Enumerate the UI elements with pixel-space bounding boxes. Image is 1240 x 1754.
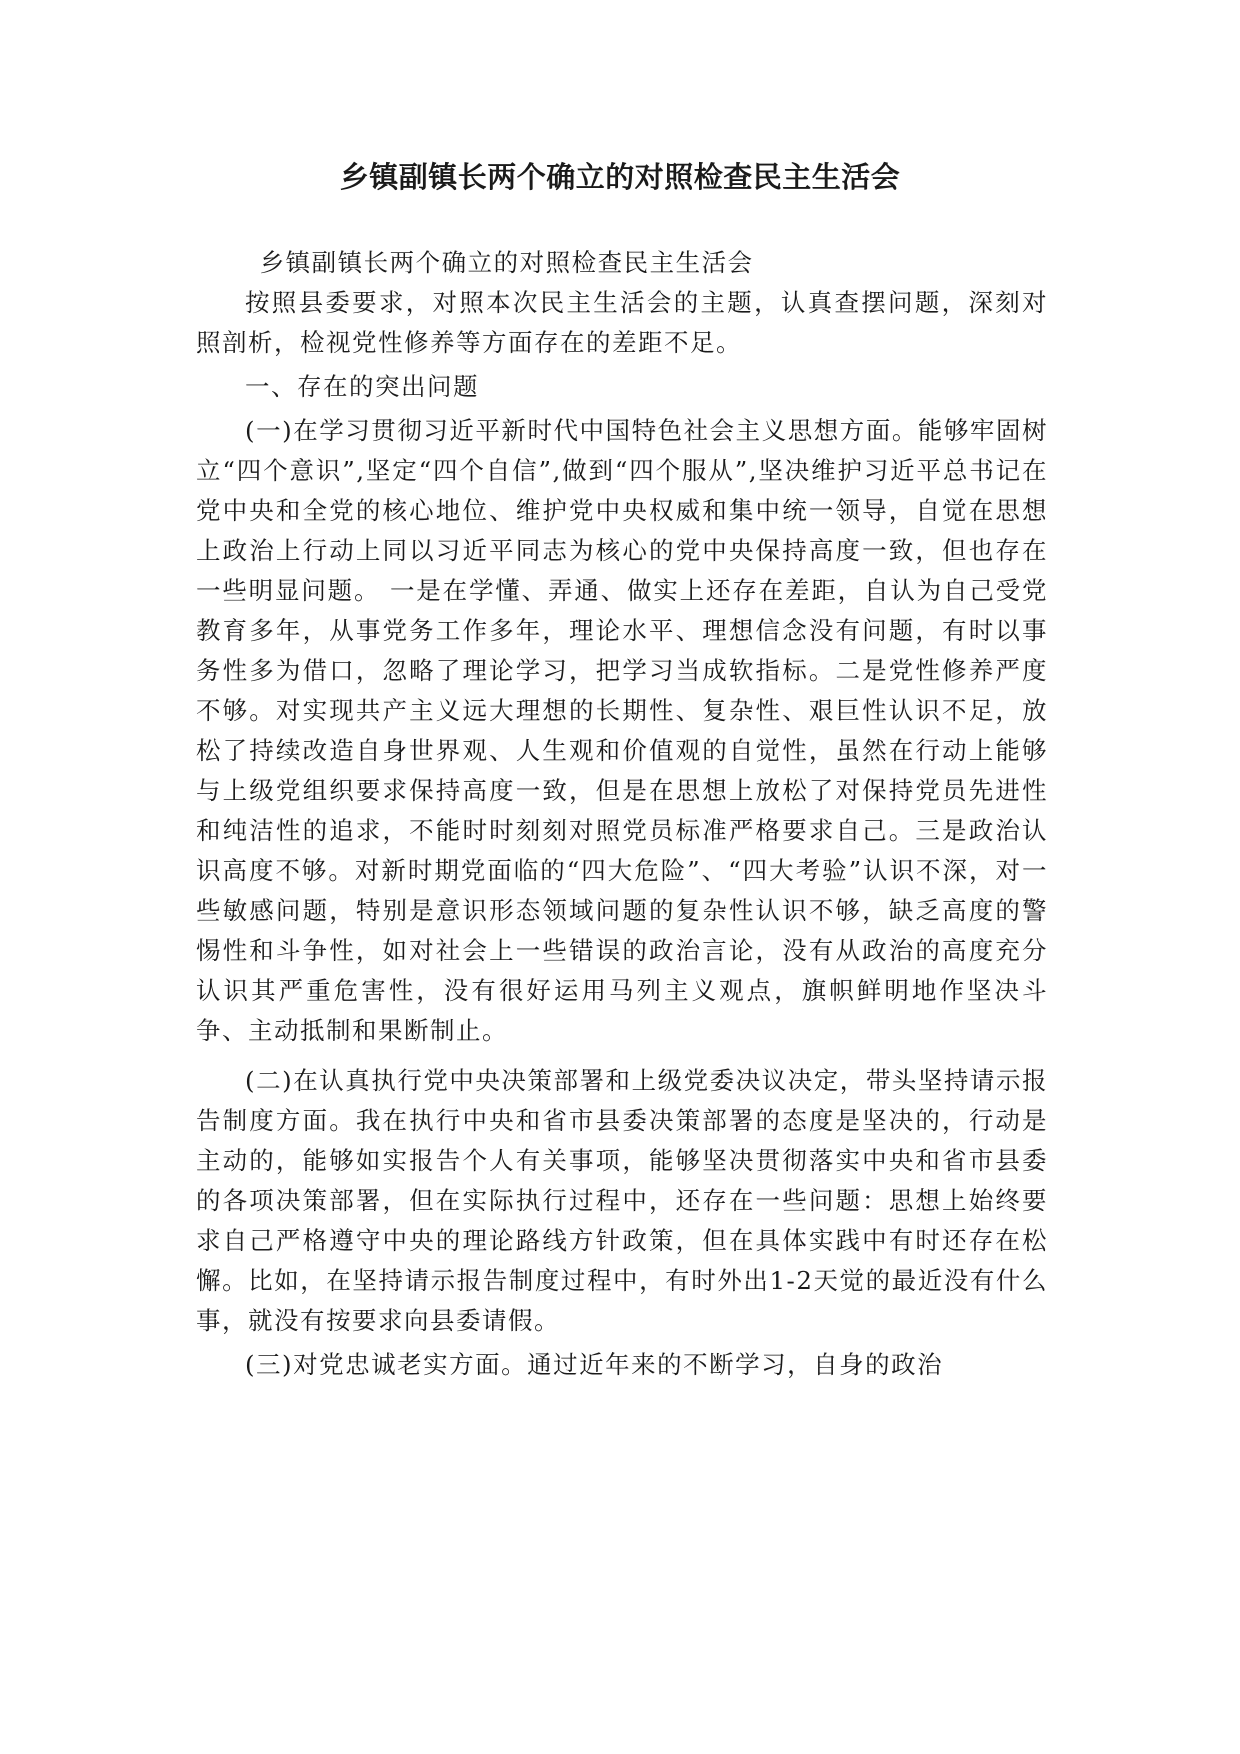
section-heading: 一、存在的突出问题	[245, 372, 479, 401]
document-title: 乡镇副镇长两个确立的对照检查民主生活会	[339, 160, 901, 194]
section-3-paragraph: (三)对党忠诚老实方面。通过近年来的不断学习，自身的政治	[245, 1350, 944, 1379]
intro-paragraph: 按照县委要求，对照本次民主生活会的主题，认真查摆问题，深刻对照剖析，检视党性修养等方面存在的差距不足。	[196, 288, 1048, 357]
document-body	[196, 243, 1048, 1385]
section-1-paragraph: (一)在学习贯彻习近平新时代中国特色社会主义思想方面。能够牢固树立“四个意识”,坚定“四个自信”,做到“四个服从”,坚决维护习近平总书记在党中央和全党的核心地位、维护党中央权威和集中统一领导，自觉在思想上政治上行动上同以习近平同志为核心的党中央保持高度一致，但也存在一些明显问题。 一是在学懂、弄通、做实上还存在差距，自认为自己受党教育多年，从事党务工作多年，理论水平、理想信念没有问题，有时以事务性多为借口，忽略了理论学习，把学习当成软指标。二是党性修养严度不够。对实现共产主义远大理想的长期性、复杂性、艰巨性认识不足，放松了持续改造自身世界观、人生观和价值观的自觉性，虽然在行动上能够与上级党组织要求保持高度一致，但是在思想上放松了对保持党员先进性和纯洁性的追求，不能时时刻刻对照党员标准严格要求自己。三是政治认识高度不够。对新时期党面临的“四大危险”、“四大考验”认识不深，对一些敏感问题，特别是意识形态领域问题的复杂性认识不够，缺乏高度的警惕性和斗争性，如对社会上一些错误的政治言论，没有从政治的高度充分认识其严重危害性，没有很好运用马列主义观点，旗帜鲜明地作坚决斗争、主动抵制和果断制止。	[196, 416, 1048, 1045]
section-2-paragraph: (二)在认真执行党中央决策部署和上级党委决议决定，带头坚持请示报告制度方面。我在执行中央和省市县委决策部署的态度是坚决的，行动是主动的，能够如实报告个人有关事项，能够坚决贯彻落实中央和省市县委的各项决策部署，但在实际执行过程中，还存在一些问题：思想上始终要求自己严格遵守中央的理论路线方针政策，但在具体实践中有时还存在松懈。比如，在坚持请示报告制度过程中，有时外出1-2天觉的最近没有什么事，就没有按要求向县委请假。	[196, 1066, 1048, 1335]
subtitle-paragraph: 乡镇副镇长两个确立的对照检查民主生活会	[259, 248, 754, 277]
